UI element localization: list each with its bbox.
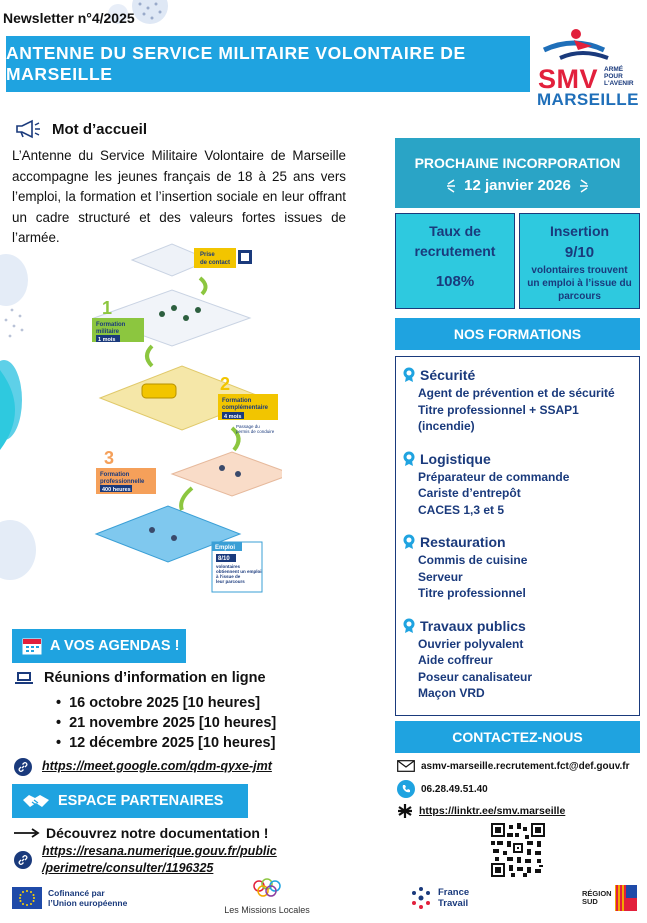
meet-link[interactable]: https://meet.google.com/qdm-qyxe-jmt: [42, 759, 272, 773]
next-incorporation-label: PROCHAINE INCORPORATION: [414, 155, 621, 171]
region-sud-logo: [582, 878, 637, 918]
emploi-desc-1: volontaires: [216, 564, 241, 569]
meetings-title: Réunions d’information en ligne: [44, 670, 266, 686]
insertion-box: [519, 213, 640, 309]
step-3-label-2: professionnelle: [100, 479, 145, 485]
step-3-label: Formation: [100, 472, 130, 478]
formation-category-securite: [402, 367, 639, 435]
smv-logo: [534, 28, 644, 110]
recruitment-rate-value: 108%: [435, 273, 475, 290]
emploi-label: Emploi: [215, 545, 236, 551]
insertion-label: Insertion: [549, 223, 610, 239]
france-travail-text: France Travail: [438, 887, 470, 909]
megaphone-icon: [14, 119, 42, 139]
step-2-duration: 4 mois: [224, 414, 242, 420]
logo-brand: SMV: [538, 64, 599, 94]
formation-item: Maçon VRD: [418, 686, 485, 700]
france-travail-icon: [408, 885, 434, 911]
insertion-value: 9/10: [564, 244, 595, 261]
region-sud-text: RÉGION SUD: [582, 889, 612, 906]
sparkle-left-icon: [444, 178, 456, 194]
contact-email-row: [397, 760, 630, 772]
formation-item: Poseur canalisateur: [418, 669, 533, 684]
emploi-desc-3: à l’issue de: [216, 574, 241, 579]
contact-phone[interactable]: 06.28.49.51.40: [421, 783, 488, 795]
arrow-right-icon: [14, 828, 40, 838]
doc-link-row: [14, 843, 282, 877]
contact-email[interactable]: asmv-marseille.recrutement.fct@def.gouv.fr: [421, 760, 630, 772]
recruitment-rate-label: Taux de recrutement: [414, 223, 496, 259]
formation-item: Commis de cuisine: [418, 553, 528, 567]
emploi-desc-4: leur parcours: [216, 579, 245, 584]
link-icon: [14, 851, 32, 869]
eu-flag-icon: [12, 887, 42, 909]
formation-item: Agent de prévention et de sécurité: [418, 386, 615, 400]
linktree-icon: [397, 803, 413, 819]
formation-category-title: Sécurité: [420, 367, 476, 383]
badge-icon: [402, 367, 416, 383]
next-incorporation-date: 12 janvier 2026: [464, 177, 571, 194]
formation-item: Ouvrier polyvalent: [418, 636, 524, 651]
step-2-number: 2: [220, 374, 231, 394]
label-prise-2: de contact: [200, 260, 231, 266]
missions-locales-logo: [222, 878, 312, 918]
badge-icon: [402, 534, 416, 550]
meeting-dates-list: [56, 693, 276, 753]
formation-item: Aide coffreur: [418, 653, 493, 667]
step-1-label: Formation: [96, 322, 126, 328]
formations-heading: NOS FORMATIONS: [395, 318, 640, 350]
recruitment-rate-box: [395, 213, 515, 309]
formation-item: Cariste d’entrepôt: [418, 486, 521, 500]
logo-city: MARSEILLE: [537, 90, 639, 109]
formation-category-logistique: [402, 451, 639, 519]
missions-locales-icon: [249, 878, 285, 898]
partners-heading: [12, 784, 248, 818]
link-icon: [14, 758, 32, 776]
step-2-note-2: permis de conduire: [236, 429, 275, 434]
step-2-note: Passage du: [236, 424, 260, 429]
formation-category-travaux-publics: [402, 618, 639, 702]
formation-item: Titre professionnel: [418, 586, 526, 600]
step-2-label: Formation: [222, 398, 252, 404]
meetings-heading: [14, 670, 266, 686]
step-2-label-2: complémentaire: [222, 405, 269, 411]
step-3-duration: 400 heures: [102, 487, 131, 493]
partners-title: ESPACE PARTENAIRES: [58, 793, 224, 809]
next-incorporation-date-row: [395, 177, 640, 194]
eu-cofunding-text: Cofinancé par l’Union européenne: [48, 888, 128, 908]
next-incorporation-box: [395, 138, 640, 208]
calendar-icon: [22, 637, 42, 655]
formation-item: Préparateur de commande: [418, 469, 570, 484]
documentation-title: Découvrez notre documentation !: [46, 825, 269, 841]
formations-list: [395, 356, 640, 716]
emploi-desc-2: obtiennent un emploi: [216, 569, 262, 574]
region-sud-flag-icon: [615, 885, 637, 911]
meeting-date: • 12 décembre 2025 [10 heures]: [56, 733, 276, 753]
eu-cofunding-logo: [12, 878, 127, 918]
documentation-link[interactable]: https://resana.numerique.gouv.fr/public /perimetre/consulter/1196325: [42, 844, 277, 875]
newsletter-issue: Newsletter n°4/2025: [3, 10, 135, 26]
meeting-date: • 21 novembre 2025 [10 heures]: [56, 713, 276, 733]
agenda-heading: [12, 629, 186, 663]
contact-heading: CONTACTEZ-NOUS: [395, 721, 640, 753]
decorative-shapes-left: [0, 250, 80, 610]
meeting-date: • 16 octobre 2025 [10 heures]: [56, 693, 276, 713]
linktree-link[interactable]: https://linktr.ee/smv.marseille: [419, 805, 566, 817]
formation-category-title: Logistique: [420, 450, 491, 467]
emploi-value: 8/10: [218, 556, 230, 562]
logo-tagline: ARMÉ POUR L'AVENIR: [604, 66, 634, 87]
meet-link-row: [14, 758, 272, 776]
contact-phone-row: [397, 780, 488, 798]
agenda-title: A VOS AGENDAS !: [50, 638, 180, 654]
formation-category-title: Travaux publics: [420, 617, 526, 634]
france-travail-logo: [408, 878, 469, 918]
label-prise: Prise: [200, 252, 215, 258]
qr-code[interactable]: [491, 823, 545, 877]
welcome-heading: [14, 119, 147, 139]
welcome-title: Mot d’accueil: [52, 120, 148, 138]
missions-locales-text: Les Missions Locales: [224, 905, 310, 915]
step-1-number: 1: [102, 298, 113, 318]
swimmer-emblem-icon: [534, 28, 644, 68]
sparkle-right-icon: [579, 178, 591, 194]
formation-item: Titre professionnel + SSAP1: [418, 402, 579, 417]
contact-linktree-row: [397, 803, 565, 819]
envelope-icon: [397, 760, 415, 772]
step-1-duration: 1 mois: [98, 337, 116, 343]
formation-item: (incendie): [418, 419, 475, 433]
step-1-label-2: militaire: [96, 329, 120, 335]
badge-icon: [402, 451, 416, 467]
formation-item: CACES 1,3 et 5: [418, 502, 505, 517]
insertion-desc: volontaires trouvent un emploi à l’issue du parcours: [527, 265, 632, 302]
formation-item: Serveur: [418, 569, 463, 584]
welcome-text: L’Antenne du Service Militaire Volontaire de Marseille accompagne les jeunes français de 18 à 25 ans vers l’emploi, la formation et l’insertion sociale en leur offrant un cadre structuré et des valeurs fortes issues de l’armée.: [12, 148, 346, 245]
page-title: ANTENNE DU SERVICE MILITAIRE VOLONTAIRE DE MARSEILLE: [6, 43, 466, 84]
phone-icon: [397, 780, 415, 798]
page-title-banner: [6, 36, 530, 92]
handshake-icon: [22, 792, 50, 810]
formation-category-title: Restauration: [420, 534, 506, 550]
documentation-heading: [14, 825, 268, 841]
step-3-number: 3: [104, 448, 115, 468]
laptop-icon: [14, 670, 34, 686]
formation-category-restauration: [402, 534, 639, 602]
badge-icon: [402, 618, 416, 634]
parcours-infographic: [82, 238, 282, 598]
